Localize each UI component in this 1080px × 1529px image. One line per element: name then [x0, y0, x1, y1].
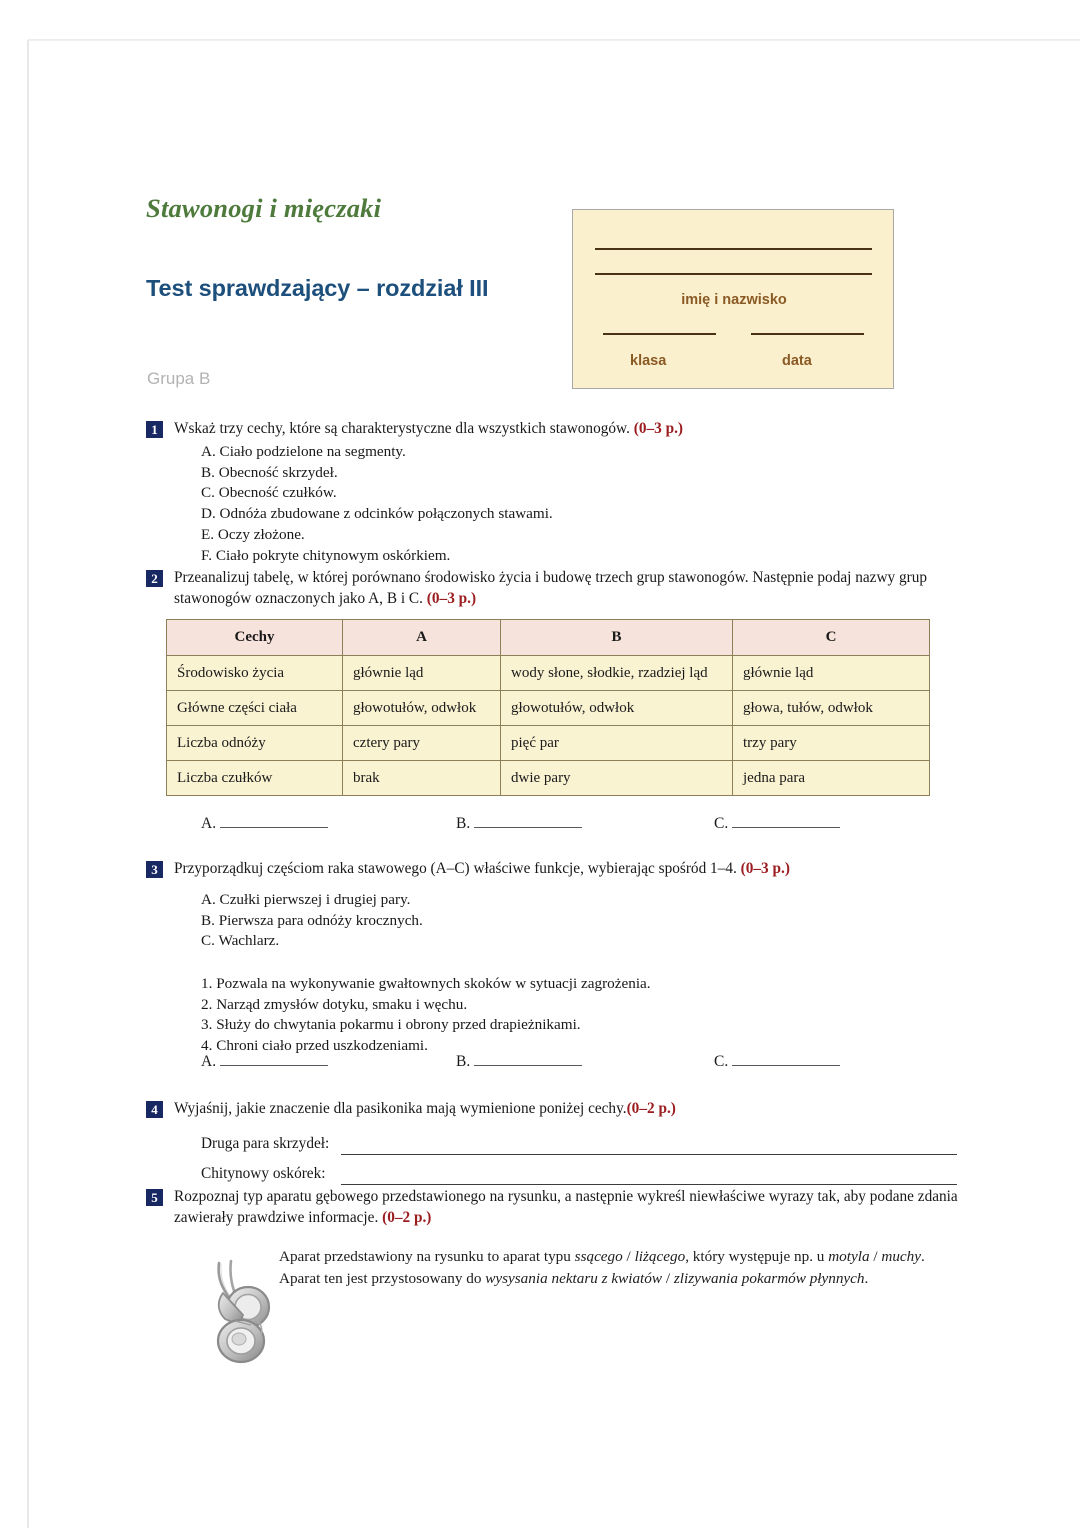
question-4-number: 4: [146, 1101, 163, 1118]
part-a[interactable]: A. Czułki pierwszej i drugiej pary.: [201, 891, 411, 908]
alternative-3b[interactable]: zlizywania pokarmów płynnych: [673, 1270, 865, 1287]
chapter-title: Stawonogi i mięczaki: [146, 193, 382, 223]
alternative-1a[interactable]: ssącego: [574, 1248, 623, 1265]
question-2-answer-row: [166, 815, 936, 841]
answer-a-line[interactable]: [220, 815, 328, 828]
cell-b: pięć par: [501, 726, 733, 761]
cell-a: głównie ląd: [343, 656, 501, 691]
question-2-prompt-line-2: grup stawonogów oznaczonych jako A, B i C.: [174, 569, 928, 607]
option-e[interactable]: E. Oczy złożone.: [201, 525, 305, 543]
question-1-prompt: [174, 419, 934, 440]
separator-1: /: [626, 1248, 631, 1265]
question-1-prompt-text: Wskaż trzy cechy, które są charakterystyczne dla wszystkich stawonogów.: [174, 420, 630, 437]
student-identity-box: [572, 209, 894, 389]
alternative-3a[interactable]: wysysania nektaru z kwiatów: [485, 1270, 663, 1287]
question-2-prompt-line-1: Przeanalizuj tabelę, w której porównano środowisko życia i budowę trzech grup stawonogów. Następnie podaj nazwy: [174, 569, 896, 586]
question-5-points: (0–2 p.): [382, 1208, 432, 1226]
class-line[interactable]: [603, 333, 716, 335]
question-3-prompt: [174, 859, 944, 880]
fill-label-wings: Druga para skrzydeł:: [201, 1135, 330, 1152]
question-5-prompt: [174, 1187, 967, 1228]
table-header-c: C: [733, 620, 930, 656]
class-caption: klasa: [630, 353, 667, 369]
cell-a: cztery pary: [343, 726, 501, 761]
question-3-functions: [201, 974, 651, 1057]
answer-a-label: A.: [201, 815, 217, 832]
question-4-points: (0–2 p.): [626, 1100, 676, 1117]
worksheet-page: [28, 40, 1080, 1528]
cell-c: głównie ląd: [733, 656, 930, 691]
question-3-answer-c[interactable]: [714, 1053, 840, 1071]
name-line-2[interactable]: [595, 273, 872, 275]
question-3-prompt-text: Przyporządkuj częściom raka stawowego (A–C) właściwe funkcje, wybierając spośród 1–4.: [174, 860, 737, 877]
option-b[interactable]: B. Obecność skrzydeł.: [201, 463, 338, 481]
answer-b-label: B.: [456, 815, 471, 832]
date-caption: data: [782, 353, 812, 369]
cell-b: głowotułów, odwłok: [501, 691, 733, 726]
question-5-prompt-line-1: Rozpoznaj typ aparatu gębowego przedstawionego na rysunku, a następnie wykreśl niewłaściwe wyrazy tak, aby podane: [174, 1188, 914, 1205]
question-5-prompt-line-2: zdania zawierały prawdziwe informacje.: [174, 1188, 958, 1226]
answer-b-label: B.: [456, 1053, 471, 1070]
table-header-a: A: [343, 620, 501, 656]
sentence-part-4: .: [864, 1270, 869, 1287]
answer-c-line[interactable]: [732, 1053, 840, 1066]
part-b[interactable]: B. Pierwsza para odnóży krocznych.: [201, 911, 423, 929]
cell-a: głowotułów, odwłok: [343, 691, 501, 726]
question-3-points: (0–3 p.): [740, 860, 790, 877]
alternative-2a[interactable]: motyla: [828, 1248, 870, 1265]
question-2-answer-c[interactable]: [714, 815, 840, 833]
question-3-answer-b[interactable]: [456, 1053, 582, 1071]
answer-c-label: C.: [714, 815, 729, 832]
alternative-2b[interactable]: muchy: [881, 1248, 922, 1265]
fill-line-cuticle[interactable]: [341, 1184, 957, 1185]
fill-line-wings[interactable]: [341, 1154, 957, 1155]
answer-a-label: A.: [201, 1053, 217, 1070]
part-c[interactable]: C. Wachlarz.: [201, 932, 280, 950]
question-2-points: (0–3 p.): [426, 589, 477, 607]
arthropod-comparison-table: [166, 619, 930, 796]
separator-2: /: [873, 1248, 878, 1265]
table-row: [167, 656, 930, 691]
function-3[interactable]: 3. Służy do chwytania pokarmu i obrony przed drapieżnikami.: [201, 1016, 581, 1034]
table-header-row: [167, 620, 930, 656]
question-2-answer-a[interactable]: [201, 815, 328, 833]
cell-b: wody słone, słodkie, rzadziej ląd: [501, 656, 733, 691]
question-1-points: (0–3 p.): [633, 420, 684, 437]
question-4-fill-row-2: [201, 1165, 326, 1183]
test-title: Test sprawdzający – rozdział III: [146, 275, 489, 301]
fill-label-cuticle: Chitynowy oskórek:: [201, 1165, 326, 1182]
table-header-b: B: [501, 620, 733, 656]
function-1[interactable]: 1. Pozwala na wykonywanie gwałtownych skoków w sytuacji zagrożenia.: [201, 975, 651, 992]
question-4-fill-row-1: [201, 1135, 329, 1153]
question-4-prompt: [174, 1099, 944, 1120]
cell-feature: Liczba odnóży: [167, 726, 343, 761]
sentence-part-2: , który występuje np. u: [685, 1248, 825, 1265]
question-2-answer-b[interactable]: [456, 815, 582, 833]
cell-c: głowa, tułów, odwłok: [733, 691, 930, 726]
function-2[interactable]: 2. Narząd zmysłów dotyku, smaku i węchu.: [201, 995, 468, 1013]
date-line[interactable]: [751, 333, 864, 335]
sentence-part-1: Aparat przedstawiony na rysunku to aparat typu: [279, 1248, 571, 1265]
cell-b: dwie pary: [501, 761, 733, 796]
table-row: [167, 726, 930, 761]
question-3-parts: [201, 890, 423, 952]
name-line-1[interactable]: [595, 248, 872, 250]
cell-feature: Liczba czułków: [167, 761, 343, 796]
page-content: [29, 41, 1080, 1529]
answer-b-line[interactable]: [474, 815, 582, 828]
option-c[interactable]: C. Obecność czułków.: [201, 484, 337, 502]
question-1-options: [201, 442, 553, 566]
table-header-features: Cechy: [167, 620, 343, 656]
answer-a-line[interactable]: [220, 1053, 328, 1066]
option-f[interactable]: F. Ciało pokryte chitynowym oskórkiem.: [201, 546, 451, 564]
cell-feature: Środowisko życia: [167, 656, 343, 691]
answer-b-line[interactable]: [474, 1053, 582, 1066]
table-row: [167, 761, 930, 796]
alternative-1b[interactable]: liżącego: [634, 1248, 686, 1265]
group-label: Grupa B: [147, 369, 211, 388]
cell-feature: Główne części ciała: [167, 691, 343, 726]
option-a[interactable]: A. Ciało podzielone na segmenty.: [201, 443, 406, 460]
option-d[interactable]: D. Odnóża zbudowane z odcinków połączonych stawami.: [201, 505, 553, 523]
cell-c: trzy pary: [733, 726, 930, 761]
question-5-sentence: [279, 1246, 939, 1290]
question-3-answer-row: [166, 1053, 936, 1079]
cell-c: jedna para: [733, 761, 930, 796]
table-row: [167, 691, 930, 726]
question-5-number: 5: [146, 1189, 163, 1206]
function-4[interactable]: 4. Chroni ciało przed uszkodzeniami.: [201, 1037, 428, 1055]
question-1-number: 1: [146, 421, 163, 438]
question-3-answer-a[interactable]: [201, 1053, 328, 1071]
name-caption: imię i nazwisko: [681, 292, 787, 308]
answer-c-label: C.: [714, 1053, 729, 1070]
sentence-part-3: . Aparat ten jest przystosowany do: [279, 1248, 925, 1287]
question-3-number: 3: [146, 861, 163, 878]
question-2-prompt: [174, 568, 964, 609]
separator-3: /: [665, 1270, 671, 1287]
question-2-number: 2: [146, 570, 163, 587]
answer-c-line[interactable]: [732, 815, 840, 828]
question-4-prompt-text: Wyjaśnij, jakie znaczenie dla pasikonika mają wymienione poniżej cechy.: [174, 1100, 627, 1117]
cell-a: brak: [343, 761, 501, 796]
